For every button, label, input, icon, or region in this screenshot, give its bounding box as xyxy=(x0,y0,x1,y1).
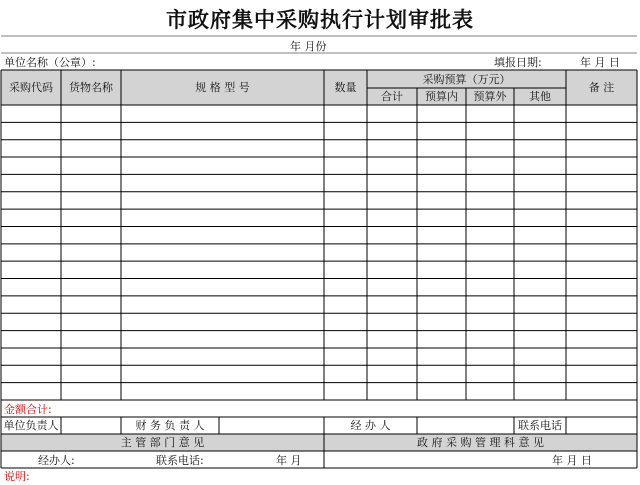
note-label: 说明: xyxy=(4,470,30,483)
header-budget-group: 采购预算（万元） xyxy=(422,72,511,86)
fill-date-ymd: 年 月 日 xyxy=(580,56,620,69)
unit-head-label: 单位负责人 xyxy=(3,419,59,432)
unit-name-label: 单位名称（公章）: xyxy=(4,56,96,69)
table-row xyxy=(1,105,637,122)
right-date: 年 月 日 xyxy=(552,454,592,467)
header-code: 采购代码 xyxy=(9,81,53,94)
header-total: 合计 xyxy=(381,90,403,103)
header-quantity: 数量 xyxy=(334,81,357,94)
table-row xyxy=(1,244,637,261)
amount-total-label: 金额合计: xyxy=(4,403,52,416)
contact-phone-colon-label: 联系电话: xyxy=(156,454,204,467)
period-label: 年 月份 xyxy=(290,40,327,53)
table-row xyxy=(1,261,637,278)
gov-opinion-label: 政 府 采 购 管 理 科 意 见 xyxy=(417,436,544,449)
table-row xyxy=(1,209,637,226)
header-spec: 规 格 型 号 xyxy=(195,81,250,94)
header-goods: 货物名称 xyxy=(69,81,113,94)
header-other: 其他 xyxy=(529,90,551,103)
left-date: 年 月 xyxy=(276,454,302,467)
header-in-budget: 预算内 xyxy=(425,90,458,103)
contact-phone-label: 联系电话 xyxy=(518,419,562,432)
table-row xyxy=(1,192,637,209)
table-row xyxy=(1,140,637,157)
table-row xyxy=(1,226,637,243)
table-row xyxy=(1,313,637,330)
header-out-budget: 预算外 xyxy=(473,90,507,103)
handler-colon-label: 经办人: xyxy=(38,454,75,467)
table-row xyxy=(1,296,637,313)
fill-date-label: 填报日期: xyxy=(494,56,542,69)
finance-head-label: 财 务 负 责 人 xyxy=(135,419,205,432)
table-row xyxy=(1,279,637,296)
table-row xyxy=(1,157,637,174)
table-row xyxy=(1,174,637,191)
table-row xyxy=(1,122,637,139)
table-row xyxy=(1,348,637,365)
table-row xyxy=(1,331,637,348)
page-title: 市政府集中采购执行计划审批表 xyxy=(166,8,474,32)
dept-opinion-label: 主 管 部 门 意 见 xyxy=(120,436,205,449)
table-row xyxy=(1,383,637,400)
table-row xyxy=(1,365,637,382)
handler-label: 经 办 人 xyxy=(350,419,391,432)
header-remark: 备 注 xyxy=(588,81,615,94)
